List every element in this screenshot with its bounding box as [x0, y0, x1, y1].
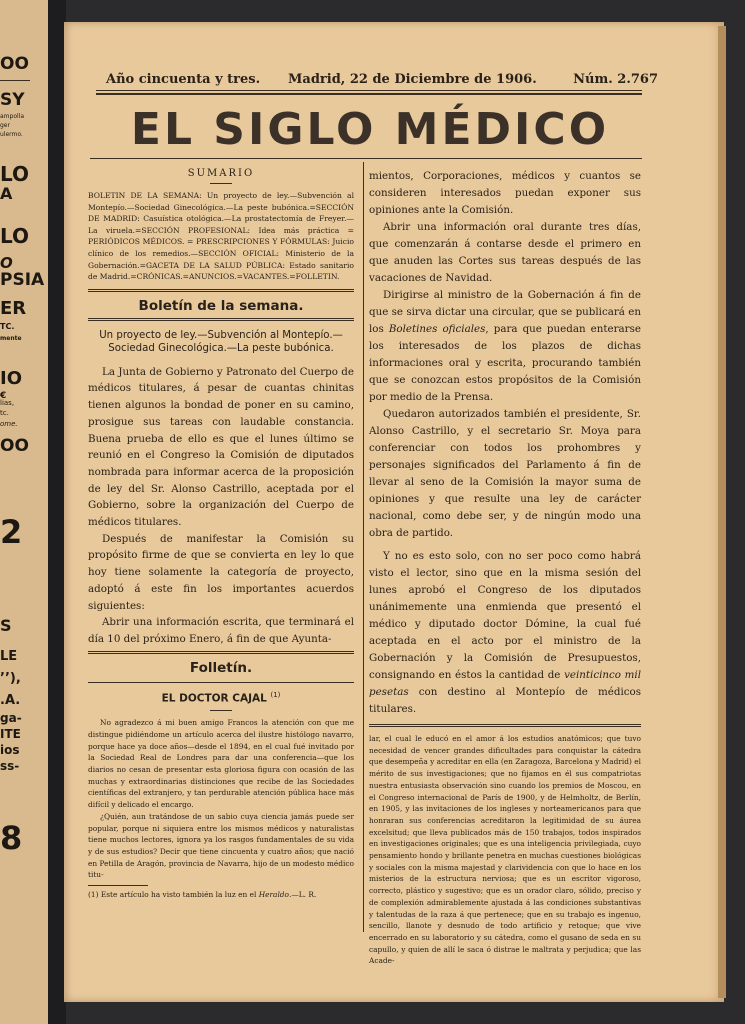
footnote-suffix: .—L. R.	[289, 890, 317, 900]
neighbor-fragment: OO	[0, 436, 29, 456]
italic-phrase: Boletines oficiales	[388, 323, 486, 335]
neighbor-fragment: OO	[0, 54, 29, 74]
section-rule	[369, 724, 641, 727]
footnote-text: (1) Este artículo ha visto también la luz en el	[88, 890, 257, 900]
neighbor-fragment: ampolla	[0, 113, 25, 120]
page-edge	[718, 26, 726, 998]
neighbor-fragment: 2	[0, 513, 23, 551]
neighbor-fragment: LE	[0, 649, 18, 664]
neighbor-fragment: mente	[0, 335, 22, 342]
paragraph: ¿Quién, aun tratándose de un sabio cuya ciencia jamás puede ser popular, porque ni siquiera entre los mismos médicos y naturalistas tiene muchos lectores, ignora ya los rasgos fundamentales de su vida y de sus estudios? Decir que tiene cincuenta y cuatro años; que nació en Petilla de Aragón, provincia de Navarra, hijo de un modesto médico titu-	[88, 811, 354, 880]
neighbor-fragment: ome.	[0, 420, 18, 428]
neighbor-fragment: ER	[0, 298, 27, 319]
boletin-continuation	[369, 168, 641, 718]
neighbor-fragment: S	[0, 616, 12, 635]
neighbor-fragment: LO	[0, 162, 30, 186]
paragraph: Después de manifestar la Comisión su propósito firme de que se convierta en ley lo que hoy tiene solamente la categoría de proyecto, adoptó á este fin los importantes acuerdos siguientes:	[88, 532, 354, 612]
folletin-heading: Folletín.	[189, 659, 253, 676]
header-date: Madrid, 22 de Diciembre de 1906.	[288, 72, 537, 87]
masthead-rule	[90, 158, 642, 159]
neighbor-fragment: ger	[0, 122, 10, 129]
paragraph-text: Dirigirse al ministro de la Gobernación á fin de que se sirva dictar una circular, que se publicará en los	[369, 289, 641, 335]
boletin-subtitle: Un proyecto de ley.—Subvención al Montepío.—Sociedad Ginecológica.—La peste bubónica.	[99, 329, 343, 355]
neighbor-fragment: €	[0, 391, 7, 401]
masthead-title: EL SIGLO MÉDICO	[130, 104, 610, 155]
boletin-body	[88, 364, 354, 648]
section-rule	[88, 651, 354, 654]
header-rule	[96, 93, 642, 95]
folletin-body	[88, 717, 354, 881]
article-rule	[210, 710, 232, 711]
neighbor-fragment: ’’),	[0, 671, 21, 686]
neighbor-fragment: O	[0, 254, 13, 272]
article-title-text: EL DOCTOR CAJAL	[161, 692, 267, 705]
paragraph: Abrir una información oral durante tres días, que comenzarán á contarse desde el primero en que anuden las Cortes sus tareas después de las vacaciones de Navidad.	[369, 221, 641, 284]
neighbor-fragment: tc.	[0, 409, 9, 417]
column-divider	[363, 162, 364, 932]
paragraph-text: con destino al Montepío de médicos titulares.	[369, 686, 641, 715]
neighbor-fragment: .A.	[0, 693, 21, 708]
paragraph: No agradezco á mi buen amigo Francos la atención con que me distingue pidiéndome un artículo acerca del ilustre histólogo navarro, porque hace ya doce años—desde el 1894, en el cual fué invitado por la Sociedad Real de Londres para dar una conferencia—que los diarios no cesan de presentar esta gloriosa figura con ocasión de las muchas y extraordinarias distinciones que recibe de las Sociedades científicas del extranjero, y tan perdurable atención pública hace más difícil y delicado el encargo.	[88, 718, 354, 810]
neighbor-fragment: ulermo.	[0, 131, 23, 138]
neighbor-fragment: ITE	[0, 727, 21, 741]
section-rule	[88, 289, 354, 292]
left-column	[88, 168, 354, 900]
newspaper-page	[64, 22, 724, 1002]
article-title	[88, 691, 354, 705]
footnote-source: Heraldo	[258, 890, 289, 900]
paragraph	[369, 548, 641, 718]
neighbor-fragment: ss-	[0, 759, 20, 773]
neighbor-fragment: TC.	[0, 322, 15, 331]
section-rule	[88, 318, 354, 321]
section-rule	[88, 682, 354, 683]
paragraph: La Junta de Gobierno y Patronato del Cuerpo de médicos titulares, á pesar de cuantas chinitas tienen algunos la bondad de poner en su camino, prosigue sus tareas con laudable constancia. Buena prueba de ello es que el lunes último se reunió en el Congreso la Comisión de diputados nombrada para informar acerca de la proposición de ley del Sr. Alonso Castrillo, aceptada por el Gobierno, sobre la organización del Cuerpo de médicos titulares.	[88, 365, 354, 529]
header-issue-number: Núm. 2.767	[573, 72, 658, 87]
neighbor-fragment: 8	[0, 819, 23, 857]
sumario-text: BOLETIN DE LA SEMANA: Un proyecto de ley.—Subvención al Montepío.—Sociedad Ginecológica.—La peste bubónica.=SECCIÓN DE MADRID: Casuística otológica.—La prostatectomía de Freyer.—La viruela.=SECCIÓN PROFESIONAL: Idea más práctica = PERIÓDICOS MÉDICOS. = PRESCRIPCIONES Y FÓRMULAS: Juicio clínico de los remedios.—SECCIÓN OFICIAL: Ministerio de la Gobernación.=GACETA DE LA SALUD PÚBLICA: Estado sanitario de Madrid.=CRÓNICAS.=ANUNCIOS.=VACANTES.=FOLLETIN.	[88, 191, 354, 282]
neighbor-fragment: SY	[0, 90, 25, 110]
neighbor-fragment: LO	[0, 224, 30, 248]
right-column	[369, 168, 641, 967]
header-year: Año cincuenta y tres.	[106, 72, 261, 87]
neighbor-fragment: ga-	[0, 711, 22, 725]
footnote	[88, 889, 354, 900]
footnote-mark: (1)	[270, 690, 281, 699]
paragraph	[369, 287, 641, 406]
paragraph-text: Y no es esto solo, con no ser poco como habrá visto el lector, sino que en la misma sesión del lunes aprobó el Congreso de los diputados unánimemente una enmienda que presentó el médico y diputado doctor Dómine, la cual fué aceptada en el acto por el ministro de la Gobernación y la Comisión de Presupuestos, consignando en éstos la cantidad de	[369, 550, 641, 681]
boletin-heading: Boletín de la semana.	[138, 297, 304, 314]
neighbor-fragment: ios	[0, 743, 20, 757]
neighbor-fragment: A	[0, 184, 13, 203]
sumario-rule	[210, 183, 232, 184]
paragraph: Quedaron autorizados también el presidente, Sr. Alonso Castrillo, y el secretario Sr. Moya para conferenciar con todos los prohombres y personajes significados del Parlamento á fin de llevar al seno de la Comisión la mayor suma de opiniones y que resulte una ley de carácter nacional, como debe ser, y de ningún modo una obra de partido.	[369, 408, 641, 539]
paragraph: Abrir una información escrita, que terminará el día 10 del próximo Enero, á fin de que Ayunta-	[88, 616, 354, 645]
neighbor-fragment: IO	[0, 368, 22, 389]
paragraph: mientos, Corporaciones, médicos y cuantos se consideren interesados puedan exponer sus opiniones ante la Comisión.	[369, 170, 641, 216]
paragraph-text: , para que puedan enterarse los interesados de los plazos de dichas informaciones oral y escrita, procurando también que se conozcan estos propósitos de la Comisión por medio de la Prensa.	[369, 323, 641, 403]
neighbor-fragment: lias,	[0, 399, 15, 407]
neighbor-rule	[0, 80, 30, 81]
folletin-continuation: lar, el cual le educó en el amor á los estudios anatómicos; que tuvo necesidad de vencer grandes dificultades para conquistar la cátedra que desempeña y acreditar en ella (en Zaragoza, Barcelona y Madrid) el mérito de sus investigaciones; que no fijamos en él sus compatriotas nuestra entusiasta observación sino cuando los premios de Moscou, en el Congreso internacional de París de 1900, y de Helmholtz, de Berlín, en 1905, y las invitaciones de los ingleses y norteamericanos para que honraran sus conferencias acreditaron la legitimidad de su áurea excelsitud; que lleva publicados más de 150 trabajos, todos inspirados en investigaciones originales; que es una inteligencia privilegiada, cuyo pensamiento hondo y brillante penetra en muchas cuestiones biológicas y sociales con la misma majestad y clarividencia con que lo hace en los misterios de la estructura nerviosa; que es un escritor vigoroso, correcto, plástico y sugestivo; que es un orador claro, sólido, preciso y de complexión admirablemente ajustada á las condiciones substantivas y talentudas de la raza á que pertenece; que en su trabajo es ingenuo, sencillo, llanote y desnudo de todo artificio y retoque; que vive encerrado en su laboratorio y su cátedra, como el gusano de seda en su capullo, y quien de allí le saca ó distrae le maltrata y perjudica; que las Acade-	[369, 734, 641, 966]
sumario-heading: SUMARIO	[187, 168, 255, 179]
footnote-rule	[88, 885, 148, 886]
italic-phrase: veinticinco mil pesetas	[369, 669, 641, 698]
neighbor-page-strip	[0, 0, 54, 1024]
neighbor-fragment: PSIA	[0, 270, 45, 290]
header-rule	[96, 90, 642, 91]
